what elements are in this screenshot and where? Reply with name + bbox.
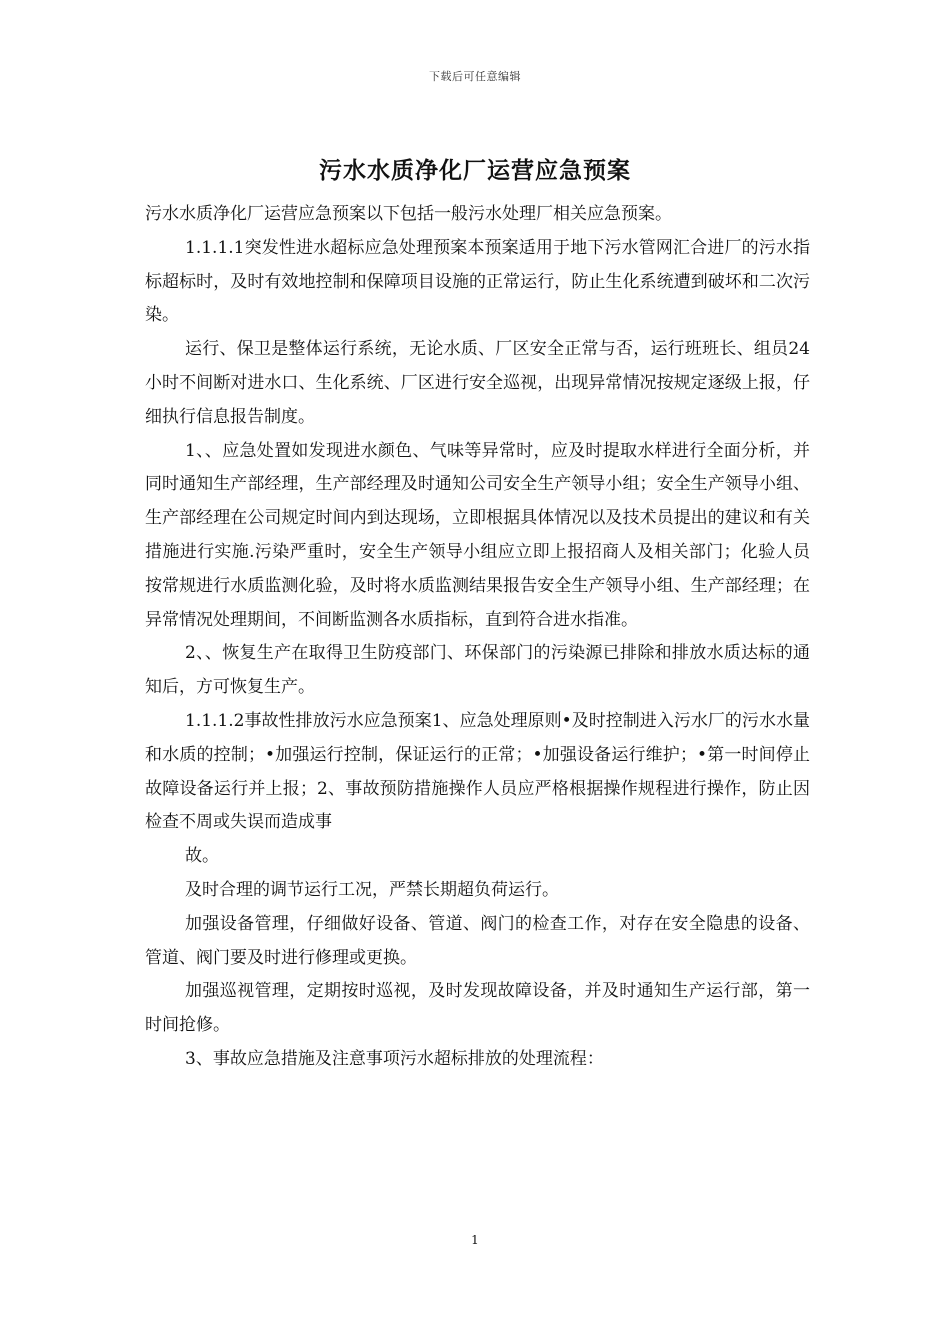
paragraph-emergency-measures: 3、事故应急措施及注意事项污水超标排放的处理流程： — [185, 1048, 604, 1069]
paragraph-resume-production: 2、、恢复生产在取得卫生防疫部门、环保部门的污染源已排除和排放水质达标的通知后，方可恢复生产。 — [145, 643, 810, 698]
document-body — [145, 198, 810, 1077]
paragraph-emergency-handling: 1、、应急处置如发现进水颜色、气味等异常时，应及时提取水样进行全面分析，并同时通知生产部经理，生产部经理及时通知公司安全生产领导小组；安全生产领导小组、生产部经理在公司规定时间内到达现场，立即根据具体情况以及技术员提出的建议和有关措施进行实施.污染严重时，安全生产领导小组应立即上报招商人及相关部门；化验人员按常规进行水质监测化验，及时将水质监测结果报告安全生产领导小组、生产部经理；在异常情况处理期间，不间断监测各水质指标，直到符合进水指准。 — [145, 440, 810, 630]
paragraph-intro: 污水水质净化厂运营应急预案以下包括一般污水处理厂相关应急预案。 — [145, 204, 672, 224]
page-number: 1 — [471, 1233, 479, 1247]
header-note: 下载后可任意编辑 — [429, 70, 521, 83]
paragraph-patrol-management: 加强巡视管理，定期按时巡视，及时发现故障设备，并及时通知生产运行部，第一时间抢修。 — [145, 981, 810, 1036]
paragraph-1111: 1.1.1.1突发性进水超标应急处理预案本预案适用于地下污水管网汇合进厂的污水指标超标时，及时有效地控制和保障项目设施的正常运行，防止生化系统遭到破坏和二次污染。 — [145, 237, 810, 326]
document-title: 污水水质净化厂运营应急预案 — [319, 158, 631, 184]
paragraph-continuation: 故。 — [185, 846, 219, 867]
paragraph-1112: 1.1.1.2事故性排放污水应急预案1、应急处理原则•及时控制进入污水厂的污水水量和水质的控制；•加强运行控制，保证运行的正常；•加强设备运行维护；•第一时间停止故障设备运行并上报；2、事故预防措施操作人员应严格根据操作规程进行操作，防止因检查不周或失误而造成事 — [145, 710, 810, 833]
paragraph-equipment-management: 加强设备管理，仔细做好设备、管道、阀门的检查工作，对存在安全隐患的设备、管道、阀门要及时进行修理或更换。 — [145, 913, 810, 968]
paragraph-adjust-conditions: 及时合理的调节运行工况，严禁长期超负荷运行。 — [185, 879, 559, 900]
paragraph-patrol: 运行、保卫是整体运行系统，无论水质、厂区安全正常与否，运行班班长、组员24小时不间断对进水口、生化系统、厂区进行安全巡视，出现异常情况按规定逐级上报，仔细执行信息报告制度。 — [145, 339, 810, 427]
